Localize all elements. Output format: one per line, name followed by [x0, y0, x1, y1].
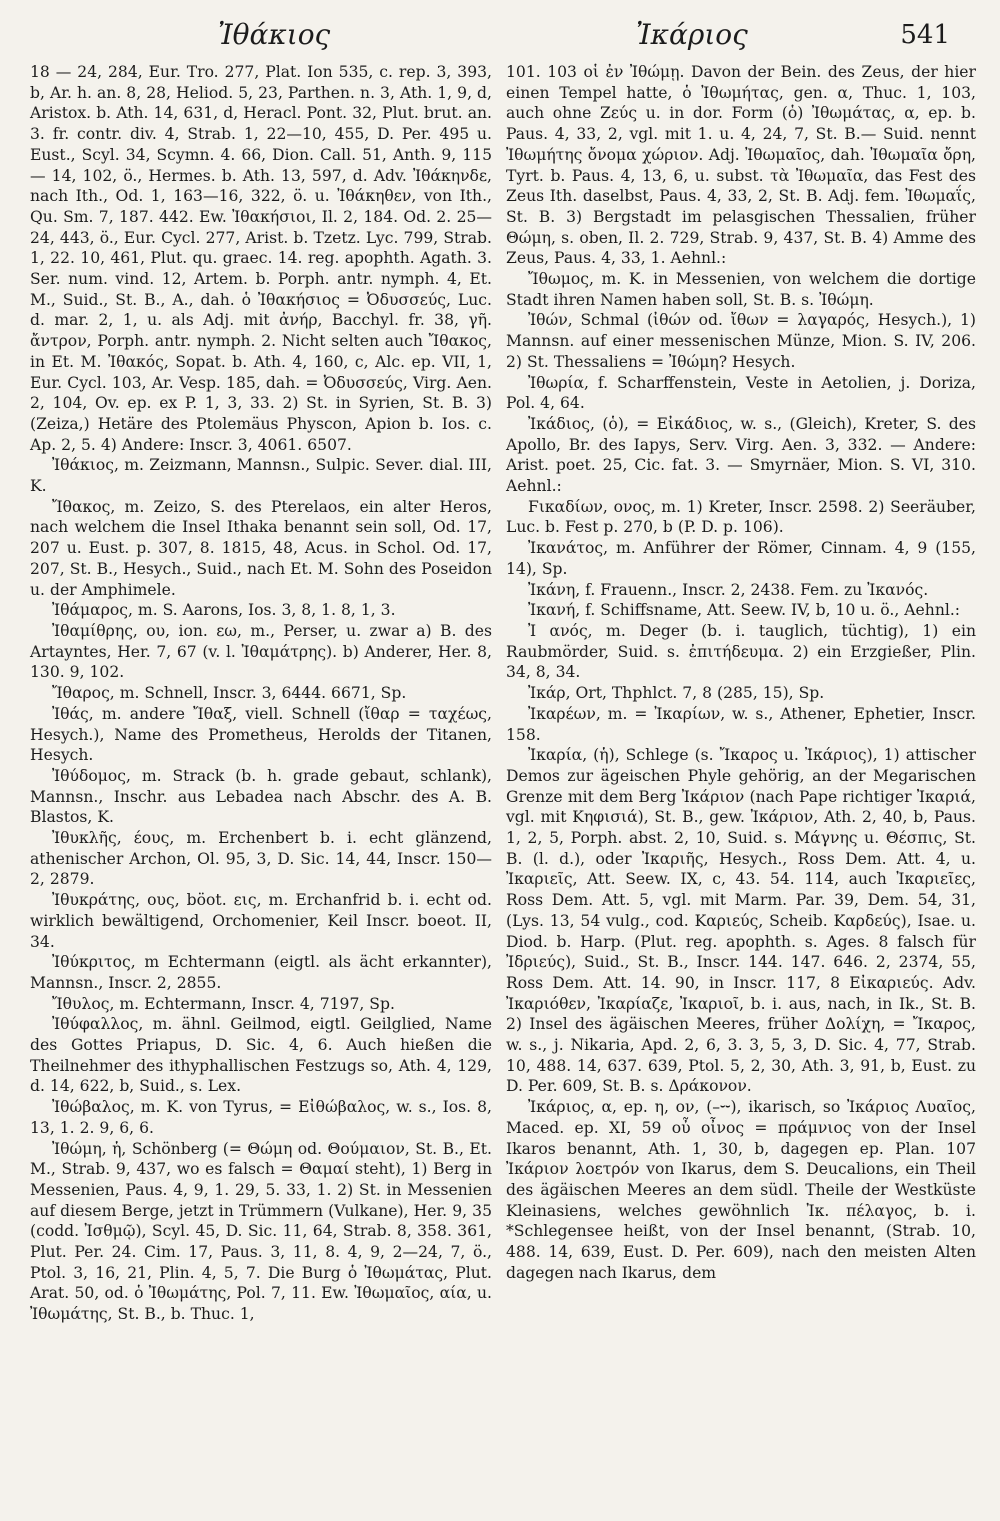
entry: Ἰθάμαρος, m. S. Aarons, Ios. 3, 8, 1. 8, 1, 3.	[52, 601, 396, 620]
entry: Ἰ ανός, m. Deger (b. i. tauglich, tüchtig), 1) ein Raubmörder, Suid. s. ἐπιτήδευμα. 2) ein Erzgießer, Plin. 34, 8, 34.	[506, 621, 976, 682]
entry: Ἰθύκριτος, m Echtermann (eigtl. als ächt erkannter), Mannsn., Inscr. 2, 2855.	[30, 953, 492, 992]
entry: Ἰθώμη, ἡ, Schönberg (= Θώμη od. Θούμαιον, St. B., Et. M., Strab. 9, 437, wo es falsch = Θαμαί steht), 1) Berg in Messenien, Paus. 4, 9, 1. 29, 5. 33, 1. 2) St. in Messenien auf diesem Berge, jetzt in Trümmern (Vulkane), Her. 9, 35 (codd. Ἰσθμῷ), Scyl. 45, D. Sic. 11, 64, Strab. 8, 358. 361, Plut. Per. 24. Cim. 17, Paus. 3, 11, 8. 4, 9, 2—24, 7, ö., Ptol. 3, 16, 21, Plin. 4, 5, 7. Die Burg ὁ Ἰθωμάτας, Plut. Arat. 50, od. ὁ Ἰθωμάτης, Pol. 7, 11. Ew. Ἰθωμαῖος, αία, u. Ἰθωμάτης, St. B., b. Thuc. 1,	[30, 1139, 492, 1324]
entry: Ἰθάκιος, m. Zeizmann, Mannsn., Sulpic. Sever. dial. III, K.	[30, 456, 492, 496]
entry: Ἴθαρος, m. Schnell, Inscr. 3, 6444. 6671, Sp.	[52, 684, 407, 703]
entry: Ἰκάδιος, (ὁ), = Εἰκάδιος, w. s., (Gleich), Kreter, S. des Apollo, Br. des Iapys, Serv. Virg. Aen. 3, 332. — Andere: Arist. poet. 25, Cic. fat. 3. — Smyrnäer, Mion. S. VI, 310. Aehnl.:	[506, 414, 976, 496]
entry: Ἰκάριος, α, ep. η, ον, (–⏑⏑), ikarisch, so Ἰκάριος Λυαῖος, Maced. ep. XI, 59 οὖ οἶνος = πράμνιος von der Insel Ikaros benannt, Ath. 1, 30, b, dagegen ep. Plan. 107 Ἰκάριον λοετρόν von Ikarus, dem S. Deucalions, ein Theil des ägäischen Meeres an dem südl. Theile der Westküste Kleinasiens, welches gewöhnlich Ἰκ. πέλαγος, b. i. *Schlegensee heißt, von der Insel benannt, (Strab. 10, 488. 14, 639, Eust. D. Per. 609), nach den meisten Alten dagegen nach Ikarus, dem	[506, 1098, 976, 1282]
entry: Ἰθαμίθρης, ου, ion. εω, m., Perser, u. zwar a) B. des Artayntes, Her. 7, 67 (v. l. Ἰθαμάτρης). b) Anderer, Her. 8, 130. 9, 102.	[30, 621, 492, 682]
entry: Ἰκαρία, (ἡ), Schlege (s. Ἴκαρος u. Ἰκάριος), 1) attischer Demos zur ägeischen Phyle gehörig, an der Megarischen Grenze mit dem Berg Ἰκάριον (nach Pape richtiger Ἰκαριά, vgl. mit Κηφισιά), St. B., gew. Ἰκάριον, Ath. 2, 40, b, Paus. 1, 2, 5, Porph. abst. 2, 10, Suid. s. Μάγνης u. Θέσπις, St. B. (l. d.), oder Ἰκαριῆς, Hesych., Ross Dem. Att. 4, u. Ἰκαριεῖς, Att. Seew. IX, c, 43. 54. 114, auch Ἰκαριεῖες, Ross Dem. Att. 5, vgl. mit Marm. Par. 39, Dem. 54, 31, (Lys. 13, 54 vulg., cod. Καριεύς, Scheib. Καρδεύς), Isae. u. Diod. b. Harp. (Plut. reg. apophth. s. Ages. 8 falsch für Ἰδριεύς), Suid., St. B., Inscr. 144. 147. 646. 2, 2374, 55, Ross Dem. Att. 14. 90, in Inscr. 117, 8 Εἰκαριεύς. Adv. Ἰκαριόθεν, Ἰκαρίαζε, Ἰκαριοῖ, b. i. aus, nach, in Ik., St. B. 2) Insel des ägäischen Meeres, früher Δολίχη, = Ἴκαρος, w. s., j. Nikaria, Apd. 2, 6, 3. 3, 5, 3, D. Sic. 4, 77, Strab. 10, 488. 14, 637. 639, Ptol. 5, 2, 30, Ath. 3, 91, b, Eust. zu D. Per. 609, St. B. s. Δράκονον.	[506, 746, 976, 1096]
entry: Ἴθωμος, m. K. in Messenien, von welchem die dortige Stadt ihren Namen haben soll, St. B. s. Ἰθώμη.	[506, 270, 976, 309]
entry: Ἰκανάτος, m. Anführer der Römer, Cinnam. 4, 9 (155, 14), Sp.	[506, 539, 976, 578]
entry: Ἰθών, Schmal (ἰθών od. ἴθων = λαγαρός, Hesych.), 1) Mannsn. auf einer messenischen Münze, Mion. S. IV, 206. 2) St. Thessaliens = Ἰθώμη? Hesych.	[506, 311, 976, 371]
entry: Ἰκανή, f. Schiffsname, Att. Seew. IV, b, 10 u. ö., Aehnl.:	[528, 601, 961, 620]
entry: Ἰθυκράτης, ους, böot. εις, m. Erchanfrid b. i. echt od. wirklich bewältigend, Orchomenier, Keil Inscr. boeot. II, 34.	[30, 891, 492, 951]
entry: Ἰθωρία, f. Scharffenstein, Veste in Aetolien, j. Doriza, Pol. 4, 64.	[506, 373, 976, 413]
entry: Ἴθακος, m. Zeizo, S. des Pterelaos, ein alter Heros, nach welchem die Insel Ithaka benannt sein soll, Od. 17, 207 u. Eust. p. 307, 8. 1815, 48, Acus. in Schol. Od. 17, 207, St. B., Hesych., Suid., nach Et. M. Sohn des Poseidon u. der Amphimele.	[30, 497, 492, 599]
left-column	[30, 62, 492, 1325]
entry: Ἴθυλος, m. Echtermann, Inscr. 4, 7197, Sp.	[52, 994, 395, 1013]
running-header	[0, 10, 1000, 56]
entry: Ἰθυκλῆς, έους, m. Erchenbert b. i. echt glänzend, athenischer Archon, Ol. 95, 3, D. Sic. 14, 44, Inscr. 150—2, 2879.	[30, 829, 492, 889]
entry: Ϝικαδίων, ονος, m. 1) Kreter, Inscr. 2598. 2) Seeräuber, Luc. b. Fest p. 270, b (P. D. p. 106).	[506, 497, 976, 537]
entry: Ἰκάνη, f. Frauenn., Inscr. 2, 2438. Fem. zu Ἰκανός.	[528, 580, 929, 599]
entry: Ἰθύφαλλος, m. ähnl. Geilmod, eigtl. Geilglied, Name des Gottes Priapus, D. Sic. 4, 6. Auch hießen die Theilnehmer des ithyphallischen Festzugs so, Ath. 4, 129, d. 14, 622, b, Suid., s. Lex.	[30, 1015, 492, 1096]
entry-continuation: 18 — 24, 284, Eur. Tro. 277, Plat. Ion 535, c. rep. 3, 393, b, Ar. h. an. 8, 28, Heliod. 5, 23, Parthen. n. 3, Ath. 1, 9, d, Aristox. b. Ath. 14, 631, d, Heracl. Pont. 32, Plut. brut. an. 3. fr. contr. div. 4, Strab. 1, 22—10, 455, D. Per. 495 u. Eust., Scyl. 34, Scymn. 4. 66, Dion. Call. 51, Anth. 9, 115 — 14, 102, ö., Hermes. b. Ath. 13, 597, d. Adv. Ἰθάκηνδε, nach Ith., Od. 1, 163—16, 322, ö. u. Ἰθάκηθεν, von Ith., Qu. Sm. 7, 187. 442. Ew. Ἰθακήσιοι, Il. 2, 184. Od. 2. 25—24, 443, ö., Eur. Cycl. 277, Arist. b. Tzetz. Lyc. 799, Strab. 1, 22. 10, 461, Plut. qu. graec. 14. reg. apophth. Agath. 3. Ser. num. vind. 12, Artem. b. Porph. antr. nymph. 4, Et. M., Suid., St. B., A., dah. ὁ Ἰθακήσιος = Ὀδυσσεύς, Luc. d. mar. 2, 1, u. als Adj. mit ἀνήρ, Bacchyl. fr. 38, γῆ. ἄντρον, Porph. antr. nymph. 2. Nicht selten auch Ἴθακος, in Et. M. Ἰθακός, Sopat. b. Ath. 4, 160, c, Alc. ep. VII, 1, Eur. Cycl. 103, Ar. Vesp. 185, dah. = Ὀδυσσεύς, Virg. Aen. 2, 104, Ov. ep. ex P. 1, 3, 33. 2) St. in Syrien, St. B. 3) (Zeiza,) Hetäre des Ptolemäus Physcon, Apion b. Ios. c. Ap. 2, 5. 4) Andere: Inscr. 3, 4061. 6507.	[30, 63, 492, 454]
entry: Ἰθάς, m. andere Ἴθαξ, viell. Schnell (ἴθαρ = ταχέως, Hesych.), Name des Prometheus, Herolds der Titanen, Hesych.	[30, 704, 492, 765]
entry: Ἰθύδομος, m. Strack (b. h. grade gebaut, schlank), Mannsn., Inschr. aus Lebadea nach Abschr. des A. B. Blastos, K.	[30, 766, 492, 827]
header-right-word: Ἰκάριος	[636, 18, 748, 51]
entry: Ἰθώβαλος, m. K. von Tyrus, = Εἰθώβαλος, w. s., Ios. 8, 13, 1. 2. 9, 6, 6.	[30, 1098, 492, 1137]
right-column	[506, 62, 976, 1283]
page-number: 541	[900, 20, 950, 50]
header-left-word: Ἰθάκιος	[218, 18, 331, 51]
entry: Ἰκαρέων, m. = Ἰκαρίων, w. s., Athener, Ephetier, Inscr. 158.	[506, 704, 976, 744]
entry: Ἰκάρ, Ort, Thphlct. 7, 8 (285, 15), Sp.	[528, 684, 825, 703]
entry-continuation: 101. 103 οἱ ἐν Ἰθώμῃ. Davon der Bein. des Zeus, der hier einen Tempel hatte, ὁ Ἰθωμήτας, gen. α, Thuc. 1, 103, auch ohne Ζεύς u. in dor. Form (ὁ) Ἰθωμάτας, α, ep. b. Paus. 4, 33, 2, vgl. mit 1. u. 4, 24, 7, St. B.— Suid. nennt Ἰθωμήτης ὄνομα χώριον. Adj. Ἰθωμαῖος, dah. Ἰθωμαῖα ὄρη, Tyrt. b. Paus. 4, 13, 6, u. subst. τὰ Ἰθωμαῖα, das Fest des Zeus Ith. daselbst, Paus. 4, 33, 2, St. B. Adj. fem. Ἰθωμαΐς, St. B. 3) Bergstadt im pelasgischen Thessalien, früher Θώμη, s. oben, Il. 2. 729, Strab. 9, 437, St. B. 4) Amme des Zeus, Paus. 4, 33, 1. Aehnl.:	[506, 63, 976, 268]
